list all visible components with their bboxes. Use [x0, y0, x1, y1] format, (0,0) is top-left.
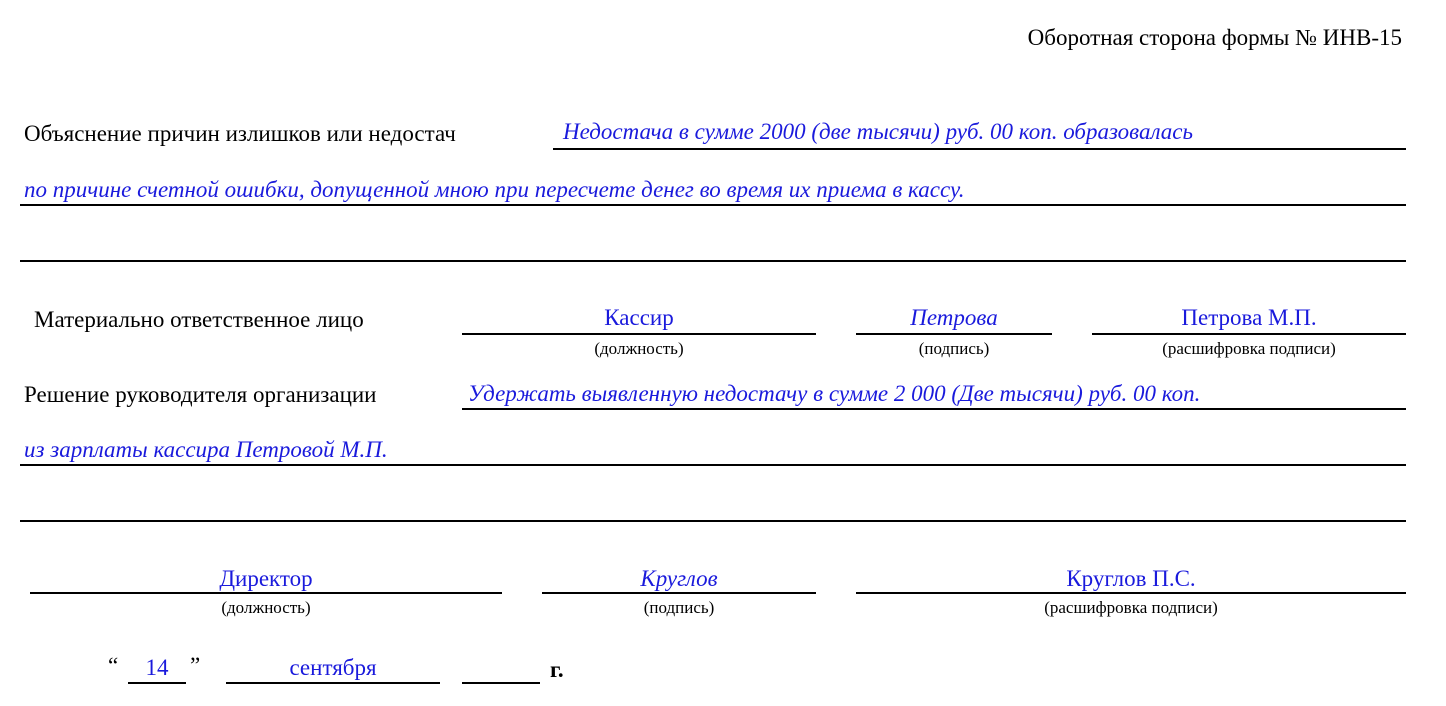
explanation-underline-3: [20, 260, 1406, 262]
decision-underline-1: [462, 408, 1406, 410]
decision-underline-3: [20, 520, 1406, 522]
date-year-line: [462, 682, 540, 684]
responsible-signature-line: [856, 333, 1052, 335]
explanation-label: Объяснение причин излишков или недостач: [24, 121, 456, 146]
responsible-position-caption: (должность): [594, 339, 684, 358]
date-day-line: [128, 682, 186, 684]
explanation-underline-1: [553, 148, 1406, 150]
responsible-decoding-line: [1092, 333, 1406, 335]
explanation-line-2: по причине счетной ошибки, допущенной мною при пересчете денег во время их приема в кассу.: [24, 177, 965, 202]
decision-line-1: Удержать выявленную недостачу в сумме 2 000 (Две тысячи) руб. 00 коп.: [468, 381, 1201, 406]
director-position-caption: (должность): [221, 598, 311, 617]
responsible-signature-caption: (подпись): [918, 339, 990, 358]
date-close-quote: ”: [190, 653, 201, 678]
responsible-decoding-caption: (расшифровка подписи): [1162, 339, 1336, 358]
explanation-underline-2: [20, 204, 1406, 206]
responsible-label: Материально ответственное лицо: [34, 307, 364, 332]
decision-underline-2: [20, 464, 1406, 466]
director-decoding-value: Круглов П.С.: [1066, 566, 1196, 591]
form-side-title: Оборотная сторона формы № ИНВ-15: [1027, 25, 1402, 50]
decision-line-2: из зарплаты кассира Петровой М.П.: [24, 437, 388, 462]
date-year-suffix: г.: [550, 657, 564, 682]
date-month-value: сентября: [289, 655, 377, 680]
explanation-line-1: Недостача в сумме 2000 (две тысячи) руб. 00 коп. образовалась: [563, 119, 1193, 144]
director-signature-caption: (подпись): [643, 598, 715, 617]
date-open-quote: “: [108, 653, 119, 678]
decision-label: Решение руководителя организации: [24, 382, 377, 407]
director-decoding-caption: (расшифровка подписи): [1044, 598, 1218, 617]
responsible-position-line: [462, 333, 816, 335]
director-position-value: Директор: [219, 566, 313, 591]
director-signature-value: Круглов: [640, 566, 718, 591]
responsible-position-value: Кассир: [604, 305, 674, 330]
date-month-line: [226, 682, 440, 684]
responsible-decoding-value: Петрова М.П.: [1181, 305, 1317, 330]
responsible-signature-value: Петрова: [910, 305, 998, 330]
date-day-value: 14: [145, 655, 169, 680]
director-decoding-line: [856, 592, 1406, 594]
director-position-line: [30, 592, 502, 594]
director-signature-line: [542, 592, 816, 594]
